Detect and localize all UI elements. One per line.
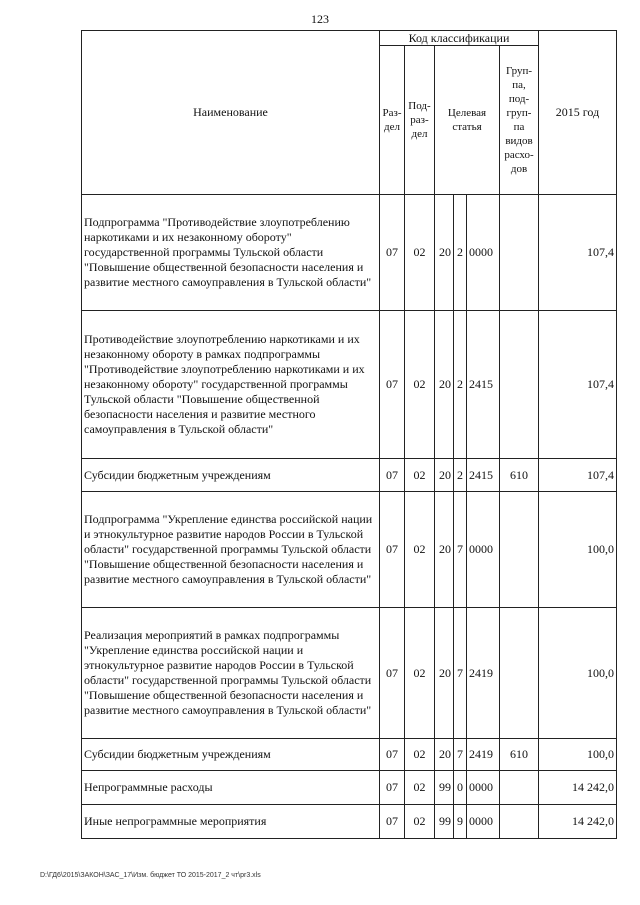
table-row <box>82 195 617 311</box>
row-name: Субсидии бюджетным учреждениям <box>82 459 380 492</box>
row-target-program: 20 <box>435 608 454 739</box>
row-expense-group <box>500 195 539 311</box>
row-target-direction: 2419 <box>467 608 500 739</box>
row-section: 07 <box>380 195 405 311</box>
row-name: Подпрограмма "Укрепление единства российской нации и этнокультурное развитие народов России в Тульской области" государственной программы Тульской области "Повышение общественной безопасности населения и развитие местного самоуправления в Тульской области" <box>82 492 380 608</box>
row-subsection: 02 <box>405 492 435 608</box>
table-row <box>82 805 617 839</box>
row-amount: 100,0 <box>539 608 617 739</box>
row-section: 07 <box>380 311 405 459</box>
row-subsection: 02 <box>405 459 435 492</box>
row-target-direction: 2415 <box>467 459 500 492</box>
table-row <box>82 739 617 771</box>
row-name: Реализация мероприятий в рамках подпрограммы "Укрепление единства российской нации и этнокультурное развитие народов России в Тульской области" государственной программы Тульской области "Повышение общественной безопасности населения и развитие местного самоуправления в Тульской области" <box>82 608 380 739</box>
row-target-subprogram: 7 <box>454 739 467 771</box>
row-target-subprogram: 0 <box>454 771 467 805</box>
row-expense-group: 610 <box>500 459 539 492</box>
row-target-program: 20 <box>435 311 454 459</box>
row-target-subprogram: 7 <box>454 492 467 608</box>
budget-table <box>81 30 617 839</box>
row-name: Непрограммные расходы <box>82 771 380 805</box>
row-subsection: 02 <box>405 805 435 839</box>
row-target-direction: 0000 <box>467 805 500 839</box>
row-target-program: 99 <box>435 805 454 839</box>
row-expense-group <box>500 492 539 608</box>
row-amount: 100,0 <box>539 739 617 771</box>
header-target-article: Целевая статья <box>435 46 500 195</box>
table-row <box>82 311 617 459</box>
header-name: Наименование <box>82 31 380 195</box>
row-subsection: 02 <box>405 195 435 311</box>
row-section: 07 <box>380 739 405 771</box>
row-section: 07 <box>380 492 405 608</box>
row-section: 07 <box>380 459 405 492</box>
row-target-direction: 2419 <box>467 739 500 771</box>
header-subsection: Под- раз- дел <box>405 46 435 195</box>
row-amount: 107,4 <box>539 195 617 311</box>
row-amount: 14 242,0 <box>539 771 617 805</box>
row-amount: 14 242,0 <box>539 805 617 839</box>
row-section: 07 <box>380 805 405 839</box>
row-expense-group <box>500 771 539 805</box>
row-name: Иные непрограммные мероприятия <box>82 805 380 839</box>
row-target-program: 20 <box>435 739 454 771</box>
row-target-direction: 0000 <box>467 771 500 805</box>
file-path-footer: D:\ГД6\2015\ЗАКОН\ЗАС_17\Изм. бюджет ТО 2015-2017_2 чт\pr3.xls <box>40 872 261 879</box>
header-classification-code: Код классификации <box>380 31 539 46</box>
row-target-program: 20 <box>435 195 454 311</box>
row-target-direction: 0000 <box>467 195 500 311</box>
row-amount: 100,0 <box>539 492 617 608</box>
row-target-subprogram: 9 <box>454 805 467 839</box>
row-section: 07 <box>380 608 405 739</box>
table-row <box>82 608 617 739</box>
row-amount: 107,4 <box>539 459 617 492</box>
row-target-subprogram: 2 <box>454 311 467 459</box>
row-target-program: 99 <box>435 771 454 805</box>
row-expense-group: 610 <box>500 739 539 771</box>
table-row <box>82 492 617 608</box>
row-target-program: 20 <box>435 459 454 492</box>
header-section: Раз- дел <box>380 46 405 195</box>
header-year: 2015 год <box>539 31 617 195</box>
row-subsection: 02 <box>405 608 435 739</box>
header-expense-group: Груп- па, под- груп- па видов расхо- дов <box>500 46 539 195</box>
row-name: Подпрограмма "Противодействие злоупотреблению наркотиками и их незаконному обороту" государственной программы Тульской области "Повышение общественной безопасности населения и развитие местного самоуправления в Тульской области" <box>82 195 380 311</box>
row-name: Противодействие злоупотреблению наркотиками и их незаконному обороту в рамках подпрограммы "Противодействие злоупотреблению наркотиками и их незаконному обороту" государственной программы Тульской области "Повышение общественной безопасности населения и развитие местного самоуправления в Тульской области" <box>82 311 380 459</box>
row-section: 07 <box>380 771 405 805</box>
row-target-subprogram: 2 <box>454 459 467 492</box>
row-expense-group <box>500 805 539 839</box>
row-subsection: 02 <box>405 739 435 771</box>
table-row <box>82 459 617 492</box>
row-expense-group <box>500 608 539 739</box>
page-number: 123 <box>311 12 329 26</box>
row-target-direction: 0000 <box>467 492 500 608</box>
row-amount: 107,4 <box>539 311 617 459</box>
table-row <box>82 771 617 805</box>
row-name: Субсидии бюджетным учреждениям <box>82 739 380 771</box>
row-target-subprogram: 7 <box>454 608 467 739</box>
row-target-direction: 2415 <box>467 311 500 459</box>
row-subsection: 02 <box>405 311 435 459</box>
row-target-program: 20 <box>435 492 454 608</box>
row-subsection: 02 <box>405 771 435 805</box>
row-target-subprogram: 2 <box>454 195 467 311</box>
row-expense-group <box>500 311 539 459</box>
